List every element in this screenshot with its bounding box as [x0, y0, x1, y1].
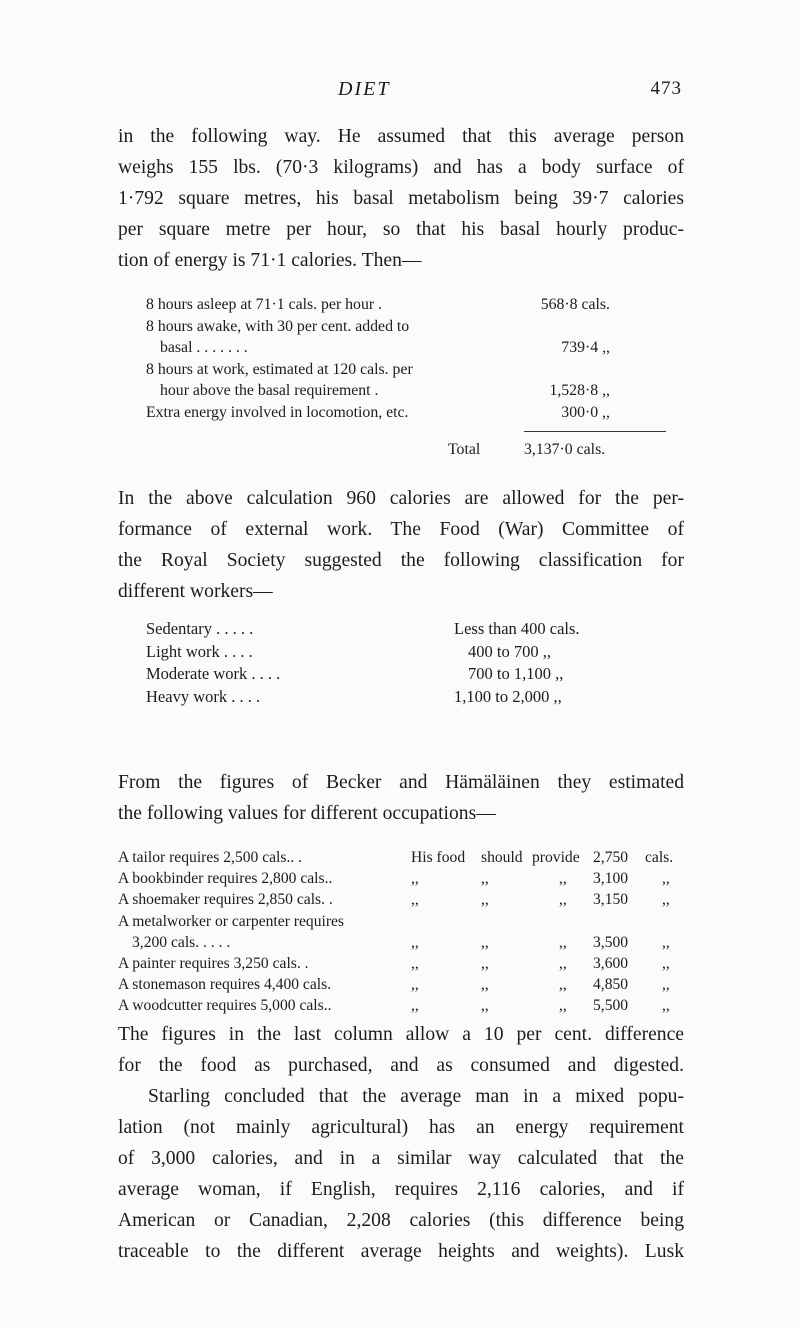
- text-line: traceable to the different average heights and weights). Lusk: [118, 1241, 684, 1262]
- occupation-label: A tailor requires 2,500 cals.. .: [118, 849, 303, 866]
- class-label: Heavy work . . . .: [146, 686, 261, 706]
- occupation-unit: ,,: [662, 891, 670, 909]
- occupation-label: A metalworker or carpenter requires: [118, 912, 345, 930]
- calc-label: Extra energy involved in locomotion, etc.: [146, 403, 409, 421]
- text-line: American or Canadian, 2,208 calories (this difference being: [118, 1210, 684, 1231]
- running-title: DIET: [338, 78, 391, 100]
- ditto-1: ,,: [411, 997, 419, 1015]
- calc-row: [146, 402, 666, 424]
- calc-amount: 300·0 ,,: [561, 403, 610, 421]
- class-row: [146, 663, 666, 686]
- occupation-row: [118, 932, 684, 953]
- class-value: Less than 400 cals.: [454, 619, 580, 638]
- class-row: [146, 641, 666, 664]
- calc-row: [146, 359, 666, 381]
- text-line: From the figures of Becker and Hämäläinen they estimated: [118, 772, 684, 793]
- occupation-row: [118, 911, 684, 932]
- text-line: In the above calculation 960 calories are allowed for the per-: [118, 488, 684, 509]
- text-line: for the food as purchased, and as consumed and digested.: [118, 1055, 684, 1076]
- page-number: 473: [650, 78, 682, 99]
- class-value: 400 to 700 ,,: [468, 641, 551, 661]
- occupation-value: 3,150: [593, 891, 629, 909]
- ditto-3: ,,: [559, 933, 567, 951]
- occupation-value: 3,600: [593, 954, 629, 972]
- ditto-1: ,,: [411, 891, 419, 909]
- ditto-2: ,,: [481, 997, 489, 1015]
- closing-paragraph: [118, 1019, 684, 1267]
- occupation-label: A bookbinder requires 2,800 cals..: [118, 870, 333, 888]
- occupation-value: 4,850: [593, 976, 629, 994]
- ditto-1: ,,: [411, 976, 419, 994]
- calc-row: [146, 294, 666, 316]
- text-line: in the following way. He assumed that this average person: [118, 126, 684, 147]
- occupation-label: A stonemason requires 4,400 cals.: [118, 976, 332, 994]
- class-row: [146, 686, 666, 709]
- calc-label: 8 hours asleep at 71·1 cals. per hour .: [146, 296, 383, 313]
- ditto-3: ,,: [559, 870, 567, 888]
- ditto-2: ,,: [481, 870, 489, 888]
- ditto-2: ,,: [481, 933, 489, 951]
- ditto-2: should: [481, 849, 523, 866]
- total-rule: [524, 431, 666, 432]
- text-line: weighs 155 lbs. (70·3 kilograms) and has a body surface of: [118, 157, 684, 178]
- calc-row: [146, 316, 666, 338]
- calc-label: 8 hours at work, estimated at 120 cals. per: [146, 360, 413, 378]
- ditto-3: ,,: [559, 976, 567, 994]
- text-line: The figures in the last column allow a 10 per cent. difference: [118, 1024, 684, 1045]
- occupation-row: [118, 974, 684, 995]
- class-value: 700 to 1,100 ,,: [468, 664, 564, 683]
- ditto-2: ,,: [481, 976, 489, 994]
- text-line: the Royal Society suggested the following classification for: [118, 550, 684, 571]
- occupation-value: 2,750: [593, 849, 629, 866]
- occupation-row: [118, 953, 684, 974]
- class-label: Moderate work . . . .: [146, 664, 281, 683]
- class-value: 1,100 to 2,000 ,,: [454, 686, 562, 706]
- ditto-3: ,,: [559, 954, 567, 972]
- occupation-unit: ,,: [662, 976, 670, 994]
- calc-label: hour above the basal requirement .: [160, 382, 379, 399]
- text-line: Starling concluded that the average man in a mixed popu-: [148, 1086, 684, 1107]
- occupation-value: 5,500: [593, 997, 629, 1015]
- calc-label: 8 hours awake, with 30 per cent. added to: [146, 317, 410, 335]
- ditto-3: ,,: [559, 891, 567, 909]
- class-row: [146, 618, 666, 641]
- occupation-label: 3,200 cals. . . . .: [132, 933, 231, 951]
- text-line: of 3,000 calories, and in a similar way calculated that the: [118, 1148, 684, 1169]
- occupation-label: A woodcutter requires 5,000 cals..: [118, 997, 332, 1015]
- energy-calculation-table: [146, 294, 666, 458]
- worker-classification-table: [146, 618, 666, 708]
- occupation-value: 3,500: [593, 933, 629, 951]
- text-line: tion of energy is 71·1 calories. Then—: [118, 250, 422, 271]
- occupation-unit: ,,: [662, 954, 670, 972]
- ditto-1: His food: [411, 849, 466, 866]
- occupation-row: [118, 868, 684, 889]
- total-value: 3,137·0 cals.: [524, 441, 606, 458]
- intro-paragraph: [118, 121, 684, 276]
- calc-row: [146, 337, 666, 359]
- class-label: Light work . . . .: [146, 641, 253, 661]
- ditto-3: ,,: [559, 997, 567, 1015]
- text-line: lation (not mainly agricultural) has an energy requirement: [118, 1117, 684, 1138]
- occupation-unit: ,,: [662, 870, 670, 888]
- ditto-1: ,,: [411, 954, 419, 972]
- ditto-2: ,,: [481, 954, 489, 972]
- calc-row: [146, 380, 666, 402]
- occupation-unit: ,,: [662, 997, 670, 1015]
- ditto-1: ,,: [411, 933, 419, 951]
- occupation-value: 3,100: [593, 870, 629, 888]
- total-label: Total: [448, 441, 481, 458]
- running-head: [0, 78, 800, 108]
- occupation-label: A shoemaker requires 2,850 cals. .: [118, 891, 333, 909]
- text-line: different workers—: [118, 581, 273, 602]
- calc-label: basal . . . . . . .: [160, 339, 248, 356]
- occupation-label: A painter requires 3,250 cals. .: [118, 954, 309, 972]
- text-line: the following values for different occupations—: [118, 803, 496, 824]
- occupation-unit: cals.: [645, 849, 674, 866]
- calc-amount: 1,528·8 ,,: [549, 382, 610, 399]
- class-label: Sedentary . . . . .: [146, 619, 254, 638]
- calc-amount: 739·4 ,,: [561, 339, 610, 356]
- calc-amount: 568·8 cals.: [540, 296, 610, 313]
- occupation-row: [118, 995, 684, 1016]
- ditto-1: ,,: [411, 870, 419, 888]
- occupation-table: [118, 847, 684, 1017]
- text-line: 1·792 square metres, his basal metabolism being 39·7 calories: [118, 188, 684, 209]
- becker-paragraph: [118, 767, 684, 829]
- occupation-row: [118, 847, 684, 868]
- calc-total-row: [146, 431, 666, 458]
- text-line: formance of external work. The Food (War) Committee of: [118, 519, 684, 540]
- ditto-2: ,,: [481, 891, 489, 909]
- middle-paragraph: [118, 483, 684, 607]
- text-line: per square metre per hour, so that his basal hourly produc-: [118, 219, 684, 240]
- occupation-row: [118, 889, 684, 910]
- occupation-unit: ,,: [662, 933, 670, 951]
- text-line: average woman, if English, requires 2,116 calories, and if: [118, 1179, 684, 1200]
- ditto-3: provide: [532, 849, 580, 866]
